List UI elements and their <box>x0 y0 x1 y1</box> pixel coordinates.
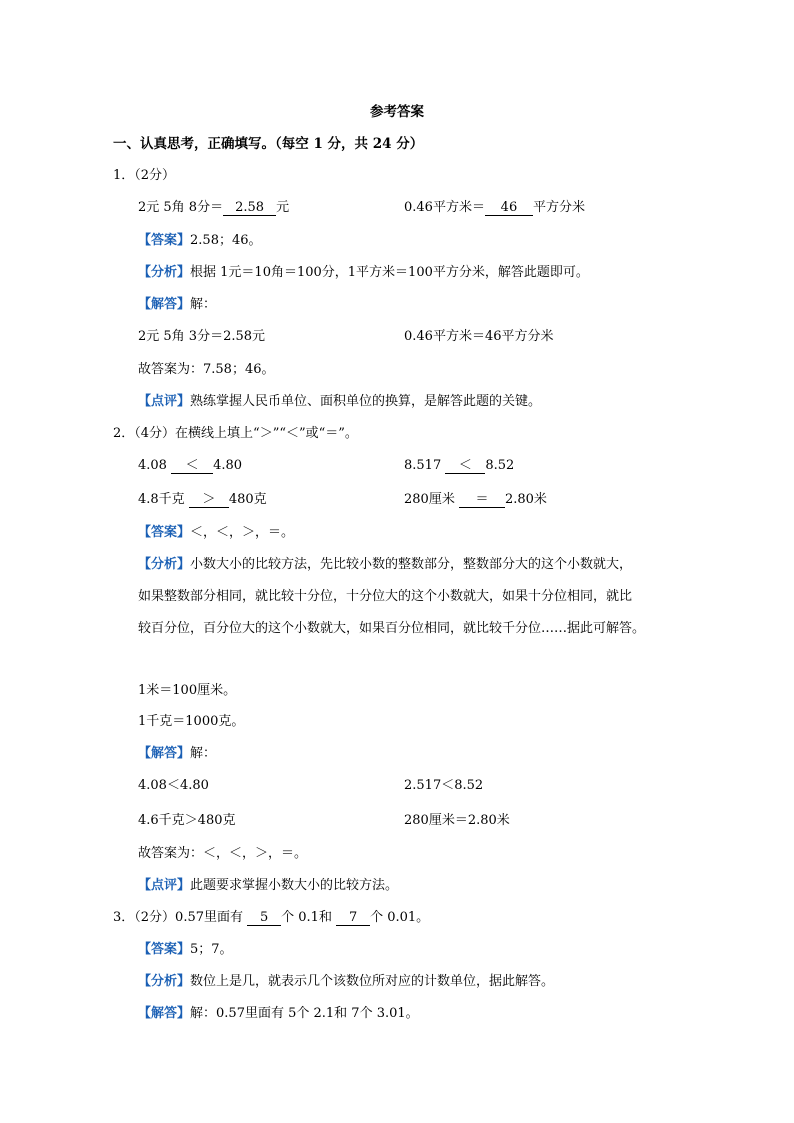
q1-right-blank: 46 <box>485 201 533 216</box>
q2-solution-row2-right: 280厘米＝2.80米 <box>404 813 510 828</box>
q2-solution-row1-left: 4.08＜4.80 <box>138 778 209 793</box>
q2-r1l-prefix: 4.08 <box>138 458 167 473</box>
q2-r1l-blank: ＜ <box>171 459 213 474</box>
q2-solution-row1-right: 2.517＜8.52 <box>404 778 484 793</box>
q1-left-suffix: 元 <box>276 200 290 215</box>
q2-heading: 2．（4分）在横线上填上“＞”“＜”或“＝”。 <box>113 426 358 441</box>
q2-answer-text: ＜，＜，＞，＝。 <box>190 525 295 540</box>
q3-answer <box>138 942 233 958</box>
q3-analysis-text: 数位上是几，就表示几个该数位所对应的计数单位，据此解答。 <box>190 974 555 989</box>
q2-solution <box>138 746 216 762</box>
q1-problem-left <box>138 200 289 216</box>
q3-blank-2: 7 <box>336 911 370 926</box>
q3-head-prefix: 3．（2分）0.57里面有 <box>113 910 243 925</box>
answer-tag: 【答案】 <box>138 525 191 540</box>
q3-analysis <box>138 974 554 990</box>
q1-solution-right: 0.46平方米＝46平方分米 <box>404 329 554 344</box>
q3-answer-text: 5；7。 <box>190 942 233 957</box>
q3-solution <box>138 1006 419 1022</box>
q2-r2r-suffix: 2.80米 <box>504 492 547 507</box>
solution-tag: 【解答】 <box>138 746 191 761</box>
q3-head-suffix: 个 0.01。 <box>370 910 430 925</box>
q1-solution <box>138 297 216 313</box>
q2-comment-text: 此题要求掌握小数大小的比较方法。 <box>190 878 399 893</box>
q2-row2-left <box>138 492 267 508</box>
q1-analysis <box>138 265 589 281</box>
q1-problem-right <box>404 200 585 216</box>
q1-final: 故答案为：7.58；46。 <box>138 362 275 377</box>
section-heading: 一、认真思考，正确填写。（每空 1 分，共 24 分） <box>113 136 424 152</box>
q1-answer-text: 2.58；46。 <box>190 233 262 248</box>
q3-blank-1: 5 <box>247 911 281 926</box>
q2-r1r-suffix: 8.52 <box>485 458 515 473</box>
q2-row1-right <box>404 458 514 474</box>
comment-tag: 【点评】 <box>138 394 191 409</box>
q1-right-prefix: 0.46平方米＝ <box>404 200 485 215</box>
q3-solution-text: 解：0.57里面有 5个 2.1和 7个 3.01。 <box>190 1006 419 1021</box>
comment-tag: 【点评】 <box>138 878 191 893</box>
q2-r2l-blank: ＞ <box>189 493 229 508</box>
q2-analysis-line-3: 较百分位，百分位大的这个小数就大，如果百分位相同，就比较千分位……据此可解答。 <box>138 621 646 636</box>
q3-head-mid: 个 0.1和 <box>281 910 332 925</box>
q1-comment-text: 熟练掌握人民币单位、面积单位的换算，是解答此题的关键。 <box>190 394 542 409</box>
q1-heading: 1．（2分） <box>113 168 176 183</box>
q2-r2r-prefix: 280厘米 <box>404 492 455 507</box>
answer-tag: 【答案】 <box>138 942 191 957</box>
q2-final: 故答案为：＜，＜，＞，＝。 <box>138 846 308 861</box>
solution-tag: 【解答】 <box>138 297 191 312</box>
q1-solution-left: 2元 5角 3分＝2.58元 <box>138 329 266 344</box>
q1-solution-text: 解： <box>190 297 217 312</box>
q2-comment <box>138 878 398 894</box>
q2-r2l-suffix: 480克 <box>228 492 267 507</box>
q1-left-prefix: 2元 5角 8分＝ <box>138 200 224 215</box>
q2-analysis <box>138 557 632 573</box>
analysis-tag: 【分析】 <box>138 265 191 280</box>
q2-note-2: 1千克＝1000克。 <box>138 714 245 729</box>
q2-r2r-blank: ＝ <box>459 493 505 508</box>
q3-heading <box>113 910 429 926</box>
analysis-tag: 【分析】 <box>138 557 191 572</box>
q2-row1-left <box>138 458 242 474</box>
q2-analysis-line-2: 如果整数部分相同，就比较十分位，十分位大的这个小数就大，如果十分位相同，就比 <box>138 589 633 604</box>
q1-left-blank: 2.58 <box>223 201 276 216</box>
q2-r1r-blank: ＜ <box>445 459 485 474</box>
q2-answer <box>138 525 294 541</box>
q2-analysis-text-1: 小数大小的比较方法，先比较小数的整数部分，整数部分大的这个小数就大， <box>190 557 633 572</box>
q2-solution-text: 解： <box>190 746 217 761</box>
q2-row2-right <box>404 492 547 508</box>
q1-right-suffix: 平方分米 <box>532 200 585 215</box>
q2-r1l-suffix: 4.80 <box>213 458 243 473</box>
q2-r1r-prefix: 8.517 <box>404 458 442 473</box>
analysis-tag: 【分析】 <box>138 974 191 989</box>
q2-solution-row2-left: 4.6千克＞480克 <box>138 813 236 828</box>
q2-note-1: 1米＝100厘米。 <box>138 683 237 698</box>
q1-answer <box>138 233 262 249</box>
page-title: 参考答案 <box>370 104 424 120</box>
q2-r2l-prefix: 4.8千克 <box>138 492 185 507</box>
q1-comment <box>138 394 541 410</box>
q1-analysis-text: 根据 1元＝10角＝100分，1平方米＝100平方分米，解答此题即可。 <box>190 265 589 280</box>
answer-tag: 【答案】 <box>138 233 191 248</box>
solution-tag: 【解答】 <box>138 1006 191 1021</box>
